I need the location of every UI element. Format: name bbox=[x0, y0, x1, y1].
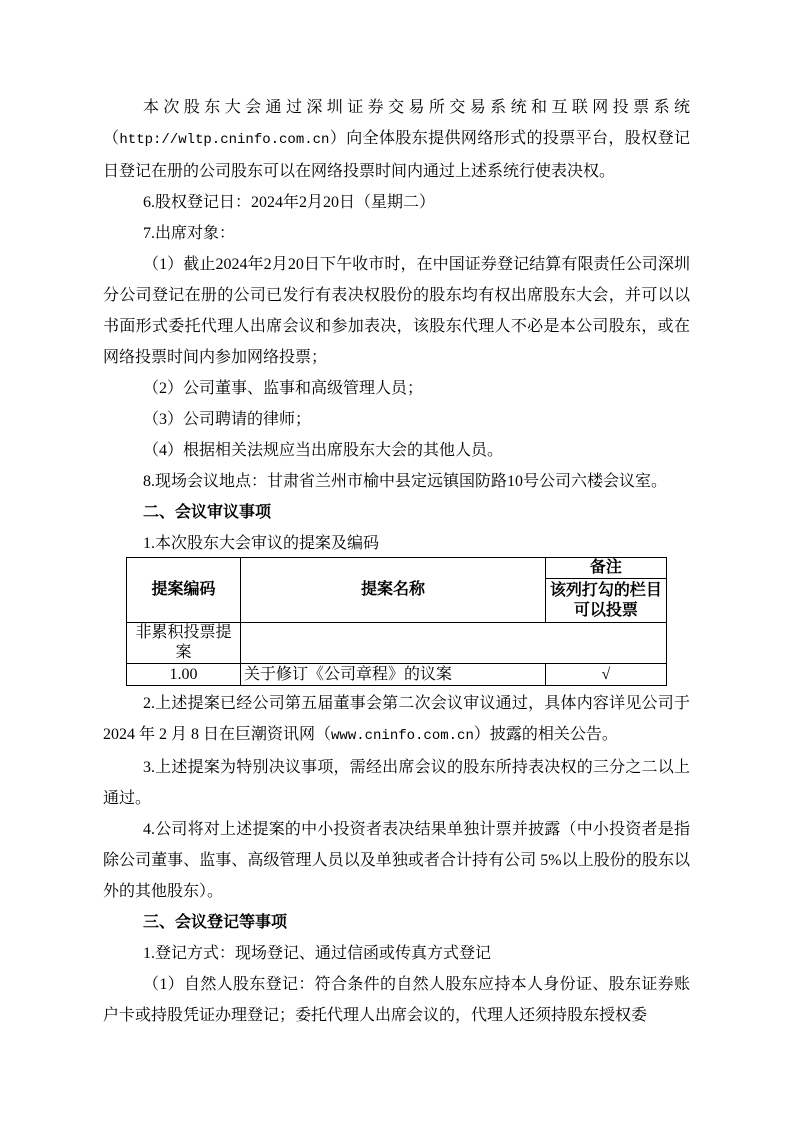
section-2-item-4: 4.公司将对上述提案的中小投资者表决结果单独计票并披露（中小投资者是指除公司董事、监事、高级管理人员以及单独或者合计持有公司 5%以上股份的股东以外的其他股东）。 bbox=[103, 821, 690, 900]
table-header-row-top bbox=[127, 558, 667, 579]
item-attendees-4: （4）根据相关法规应当出席股东大会的其他人员。 bbox=[143, 442, 504, 459]
paragraph-network-voting bbox=[103, 92, 690, 187]
section-2-item-2-pre: 2.上述提案已经公司第五届董事会第二次会议审议通过，具体内容详见公司于 2024 年 2 月 8 日在巨潮资讯网（ bbox=[103, 695, 690, 743]
item-meeting-venue: 8.现场会议地点：甘肃省兰州市榆中县定远镇国防路10号公司六楼会议室。 bbox=[143, 473, 668, 490]
document-content bbox=[103, 92, 690, 1031]
section-2-item-1: 1.本次股东大会审议的提案及编码 bbox=[143, 535, 380, 552]
section-2-item-2-post: ）披露的相关公告。 bbox=[473, 726, 618, 743]
group-row-empty-cell bbox=[241, 623, 667, 664]
proposal-code-cell: 1.00 bbox=[127, 664, 241, 686]
section-3-item-1-sub-1: （1）自然人股东登记：符合条件的自然人股东应持本人身份证、股东证券账户卡或持股凭证办理登记；委托代理人出席会议的，代理人还须持股东授权委 bbox=[103, 976, 690, 1024]
disclosure-site-url: www.cninfo.com.cn bbox=[331, 728, 474, 744]
paragraph-network-voting-post: ）向全体股东提供网络形式的投票平台，股权登记日登记在册的公司股东可以在网络投票时间内通过上述系统行使表决权。 bbox=[103, 130, 690, 180]
section-2-item-2 bbox=[103, 688, 690, 752]
proposal-votable-mark-cell: √ bbox=[545, 664, 666, 686]
header-remark: 备注 bbox=[545, 558, 666, 579]
item-attendees-1: （1）截止2024年2月20日下午收市时，在中国证券登记结算有限责任公司深圳分公司登记在册的公司已发行有表决权股份的股东均有权出席股东大会，并可以以书面形式委托代理人出席会议和参加表决，该股东代理人不必是本公司股东，或在网络投票时间内参加网络投票； bbox=[103, 256, 690, 366]
section-3-item-1: 1.登记方式：现场登记、通过信函或传真方式登记 bbox=[143, 945, 492, 962]
section-2-heading: 二、会议审议事项 bbox=[143, 504, 272, 521]
item-record-date: 6.股权登记日：2024年2月20日（星期二） bbox=[143, 194, 436, 211]
table-group-row bbox=[127, 623, 667, 664]
group-row-label: 非累积投票提案 bbox=[127, 623, 241, 664]
header-remark-note: 该列打勾的栏目可以投票 bbox=[545, 579, 666, 623]
paragraph-network-voting-pre: 本次股东大会通过深圳证券交易所交易系统和互联网投票系统（ bbox=[103, 99, 690, 147]
section-2-item-3: 3.上述提案为特别决议事项，需经出席会议的股东所持表决权的三分之二以上通过。 bbox=[103, 759, 690, 807]
section-3-heading: 三、会议登记等事项 bbox=[143, 914, 288, 931]
proposal-name-cell: 关于修订《公司章程》的议案 bbox=[241, 664, 546, 686]
proposal-table bbox=[126, 557, 667, 686]
voting-platform-url: http://wltp.cninfo.com.cn bbox=[119, 132, 330, 148]
item-attendees-title: 7.出席对象： bbox=[143, 225, 236, 242]
header-proposal-name: 提案名称 bbox=[241, 558, 546, 623]
item-attendees-2: （2）公司董事、监事和高级管理人员； bbox=[143, 380, 424, 397]
header-proposal-code: 提案编码 bbox=[127, 558, 241, 623]
item-attendees-3: （3）公司聘请的律师； bbox=[143, 411, 312, 428]
table-row bbox=[127, 664, 667, 686]
